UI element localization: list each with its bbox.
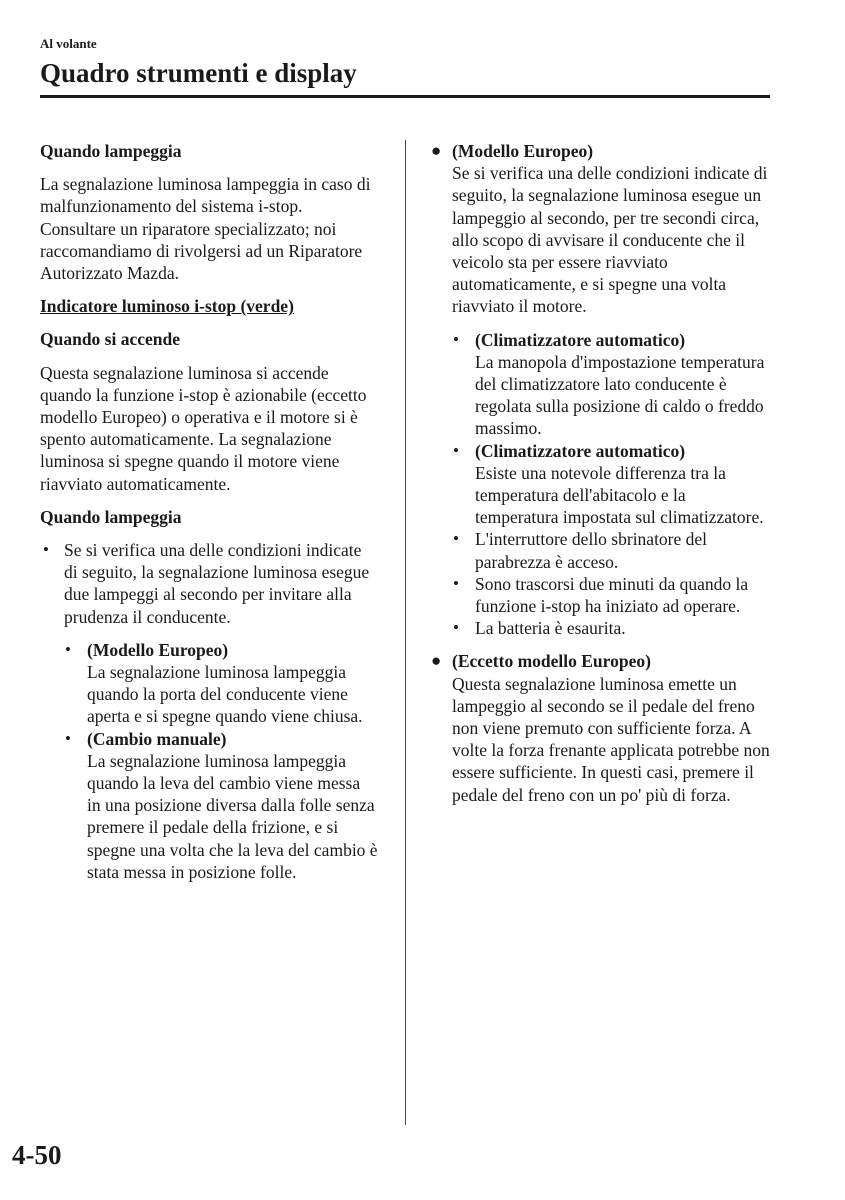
bullet-icon: • [65, 639, 71, 659]
list-item-title: (Modello Europeo) [452, 141, 594, 161]
bullet-icon: • [43, 540, 49, 560]
bullet-icon: • [453, 440, 459, 460]
paragraph-accende: Questa segnalazione luminosa si accende quando la funzione i-stop è azionabile (eccetto modello Europeo) o operativa e il motore si è spento automaticamente. La segnalazione luminosa si spegne quando il motore viene riavviato automaticamente. [40, 362, 367, 494]
sub-item-text: L'interruttore dello sbrinatore del parabrezza è acceso. [475, 529, 708, 572]
list-item-text: Se si verifica una delle condizioni indicate di seguito, la segnalazione luminosa esegue due lampeggi al secondo per invitare alla prudenza il conducente. [64, 540, 370, 627]
sub-item-text: Sono trascorsi due minuti da quando la funzione i-stop ha iniziato ad operare. [475, 573, 749, 617]
column-divider [405, 140, 406, 1125]
sub-list-item [452, 617, 770, 639]
page-number: 4-50 [12, 1140, 62, 1170]
paragraph-malfunction: La segnalazione luminosa lampeggia in caso di malfunzionamento del sistema i-stop. Consultare un riparatore specializzato; noi raccomandiamo di rivolgersi ad un Riparatore Autorizzato Mazda. [40, 174, 371, 284]
sub-item-text: La batteria è esaurita. [475, 618, 626, 639]
list-item [40, 539, 378, 883]
list-item [428, 140, 770, 639]
heading-quando-lampeggia-2: Quando lampeggia [40, 506, 182, 527]
heading-quando-si-accende: Quando si accende [40, 329, 181, 350]
page-title: Quadro strumenti e display [40, 58, 357, 88]
bullet-icon: • [453, 329, 459, 349]
bullet-list-left [40, 539, 378, 883]
sub-list-item [452, 329, 770, 440]
bullet-icon: • [453, 573, 459, 593]
left-column [40, 140, 378, 894]
list-item [428, 650, 770, 805]
sub-list-item [64, 639, 378, 728]
section-label: Al volante [40, 36, 97, 51]
heading-indicator-green: Indicatore luminoso i-stop (verde) [40, 296, 294, 317]
sub-item-title: (Climatizzatore automatico) [475, 329, 686, 350]
heading-quando-lampeggia: Quando lampeggia [40, 141, 182, 161]
sub-list-item [64, 728, 378, 883]
sub-item-text: La manopola d'impostazione temperatura del climatizzatore lato conducente è regolata sulla posizione di caldo o freddo massimo. [475, 351, 765, 439]
header-rule [40, 95, 770, 98]
list-item-text: Questa segnalazione luminosa emette un lampeggio al secondo se il pedale del freno non viene premuto con sufficiente forza. A volte la forza frenante applicata potrebbe non essere sufficiente. In questi casi, premere il pedale del freno con un po' più di forza. [452, 673, 770, 805]
bullet-icon: ● [431, 141, 442, 160]
list-item-title: (Eccetto modello Europeo) [452, 651, 651, 672]
bullet-icon: • [453, 618, 459, 638]
sub-list-item [452, 573, 770, 617]
bullet-icon: ● [431, 651, 442, 671]
sub-item-text: La segnalazione luminosa lampeggia quando la leva del cambio viene messa in una posizione diversa dalla folle senza premere il pedale della frizione, e si spegne una volta che la leva del cambio è stata messa in posizione folle. [87, 750, 378, 882]
sub-item-text: Esiste una notevole differenza tra la temperatura dell'abitacolo e la temperatura impostata sul climatizzatore. [475, 462, 764, 528]
sub-item-text: La segnalazione luminosa lampeggia quando la porta del conducente viene aperta e si spegne quando viene chiusa. [87, 662, 363, 727]
sub-item-title: (Modello Europeo) [87, 639, 229, 660]
sub-item-title: (Cambio manuale) [87, 728, 227, 749]
list-item-text: Se si verifica una delle condizioni indicate di seguito, la segnalazione luminosa esegue un lampeggio al secondo, per tre secondi circa, allo scopo di avvisare il conducente che il veicolo sta per essere riavviato automaticamente, e si spegne una volta riavviato il motore. [452, 163, 768, 317]
bullet-list-right [428, 140, 770, 806]
sub-list [452, 329, 770, 640]
sub-item-title: (Climatizzatore automatico) [475, 440, 686, 461]
sub-list [64, 639, 378, 883]
sub-list-item [452, 528, 770, 572]
page-header [40, 36, 770, 90]
sub-list-item [452, 440, 770, 529]
bullet-icon: • [453, 529, 459, 549]
bullet-icon: • [65, 728, 71, 748]
right-column [428, 140, 770, 817]
